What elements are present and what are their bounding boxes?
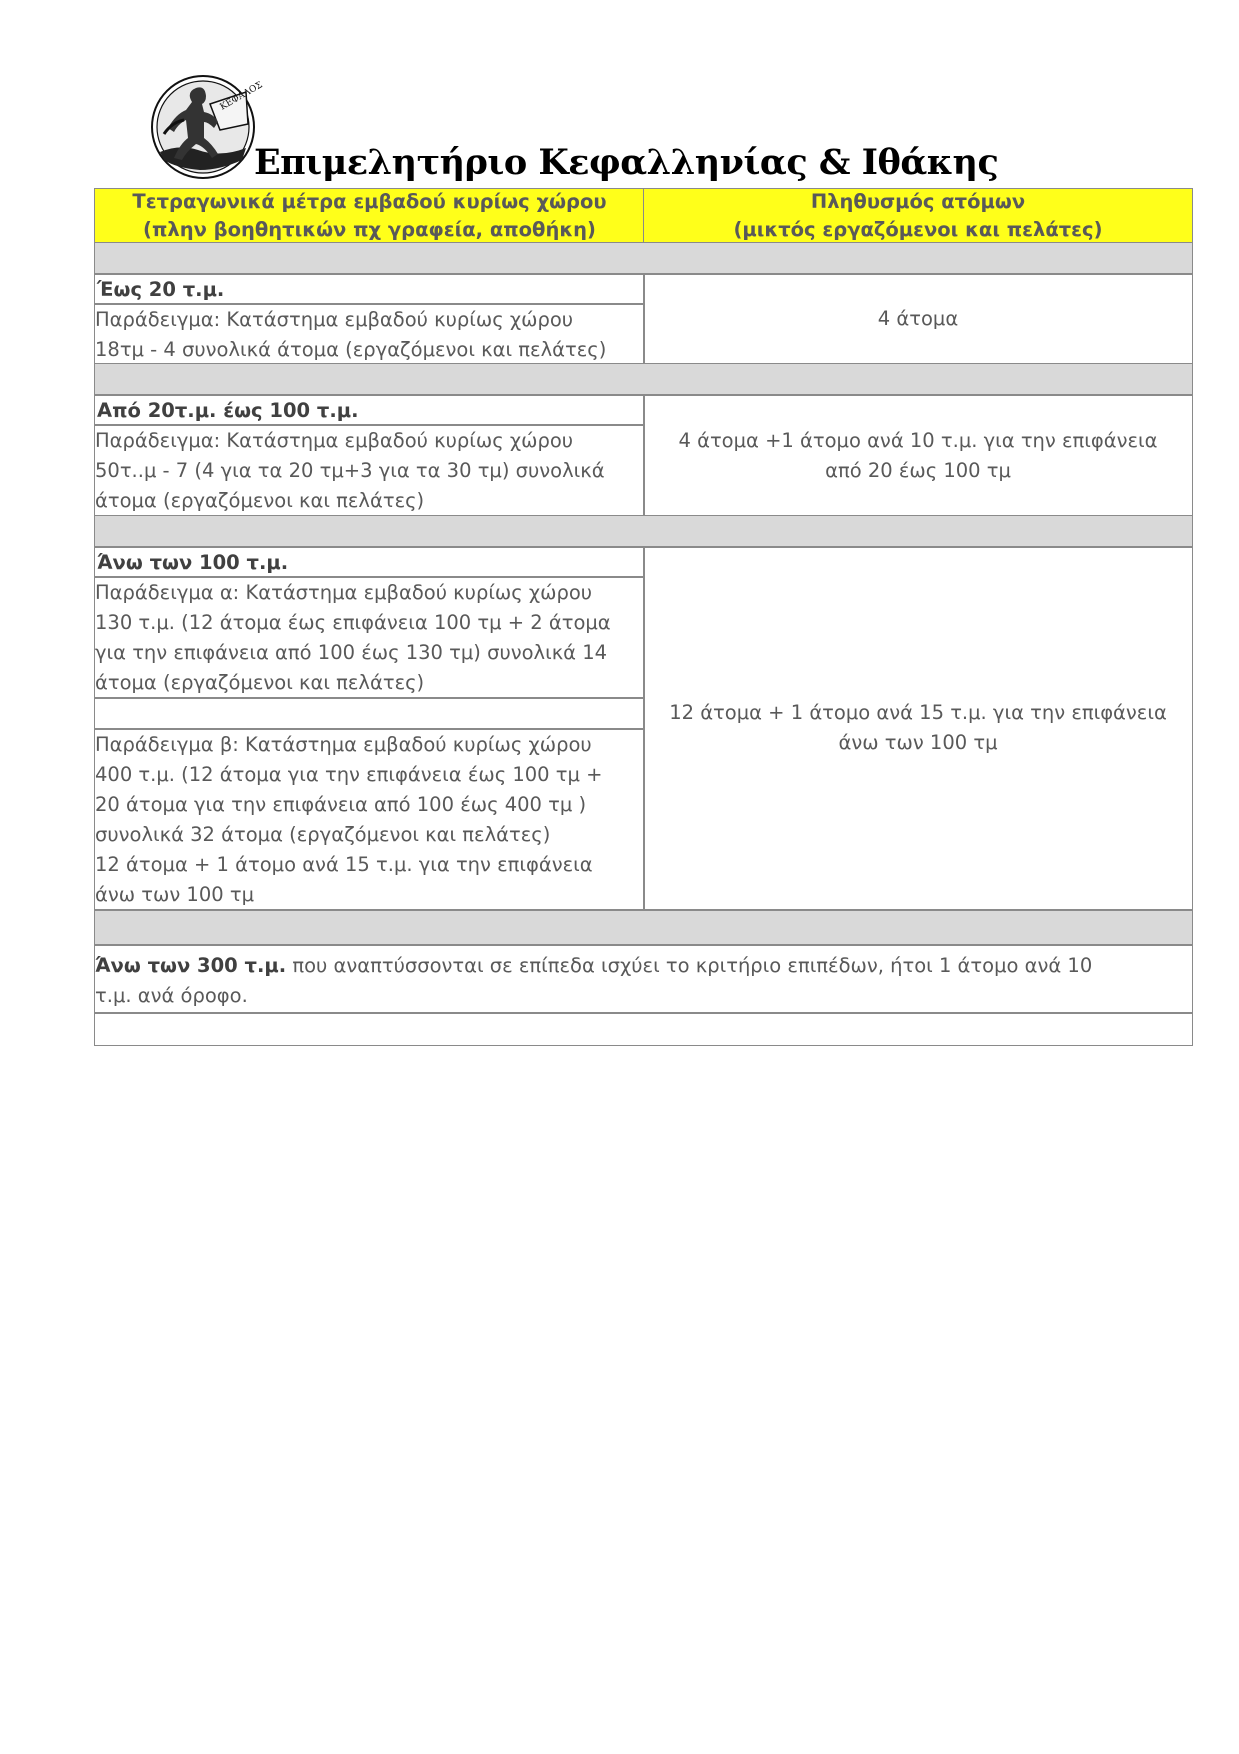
row2-example (94, 424, 645, 517)
example-line: άτομα (εργαζόμενοι και πελάτες) (95, 489, 425, 512)
row4-bold: Άνω των 300 τ.μ. (95, 954, 287, 977)
col1-header-line1: Τετραγωνικά μέτρα εμβαδού κυρίως χώρου (132, 190, 607, 213)
example-line: 50τ..μ - 7 (4 για τα 20 τμ+3 για τα 30 τμ) συνολικά (95, 459, 605, 482)
chamber-logo (150, 74, 265, 180)
example-line: άνω των 100 τμ (95, 883, 254, 906)
row1-label: Έως 20 τ.μ. (94, 273, 645, 305)
occupancy-table (94, 188, 1193, 1046)
row4-line2: τ.μ. ανά όροφο. (95, 984, 248, 1007)
row1-value (643, 273, 1193, 365)
row4-text (94, 944, 1193, 1014)
value-line: 12 άτομα + 1 άτομο ανά 15 τ.μ. για την επιφάνεια (669, 701, 1167, 724)
value-line: από 20 έως 100 τμ (825, 458, 1011, 482)
row3-value (643, 546, 1193, 910)
example-line: 130 τ.μ. (12 άτομα έως επιφάνεια 100 τμ + 2 άτομα (95, 611, 611, 634)
example-line: για την επιφάνεια από 100 έως 130 τμ) συνολικά 14 (95, 641, 608, 664)
example-line: Παράδειγμα β: Κατάστημα εμβαδού κυρίως χώρου (95, 733, 592, 756)
example-line: 20 άτομα για την επιφάνεια από 100 έως 400 τμ ) (95, 793, 587, 816)
separator-band (94, 363, 1193, 396)
example-line: 18τμ - 4 συνολικά άτομα (εργαζόμενοι και πελάτες) (95, 338, 607, 361)
example-line: 400 τ.μ. (12 άτομα για την επιφάνεια έως 100 τμ + (95, 763, 603, 786)
row3-empty-cell (94, 697, 645, 730)
value-line: 4 άτομα +1 άτομο ανά 10 τ.μ. για την επιφάνεια (678, 428, 1158, 452)
row1-example (94, 303, 645, 365)
separator-band (94, 910, 1193, 946)
svg-text:ΚΕΦΑΛΟΣ: ΚΕΦΑΛΟΣ (218, 80, 265, 113)
col2-header-line1: Πληθυσμός ατόμων (810, 190, 1026, 213)
separator-band (94, 515, 1193, 548)
row2-label: Από 20τ.μ. έως 100 τ.μ. (94, 394, 645, 426)
example-line: Παράδειγμα: Κατάστημα εμβαδού κυρίως χώρου (95, 429, 574, 452)
col1-header-line2: (πλην βοηθητικών πχ γραφεία, αποθήκη) (143, 218, 596, 241)
example-line: συνολικά 32 άτομα (εργαζόμενοι και πελάτες) (95, 823, 551, 846)
col1-header (94, 188, 645, 244)
row3-example-a (94, 576, 645, 699)
row3-label: Άνω των 100 τ.μ. (94, 546, 645, 578)
final-empty-row (94, 1012, 1193, 1046)
example-line: Παράδειγμα: Κατάστημα εμβαδού κυρίως χώρου (95, 308, 574, 331)
col2-header (643, 188, 1193, 244)
row2-value (643, 394, 1193, 517)
col2-header-line2: (μικτός εργαζόμενοι και πελάτες) (733, 218, 1103, 241)
separator-band (94, 242, 1193, 275)
value-line: άνω των 100 τμ (838, 731, 998, 754)
organization-title: Επιμελητήριο Κεφαλληνίας & Ιθάκης (254, 142, 999, 183)
row4-line1: που αναπτύσσονται σε επίπεδα ισχύει το κριτήριο επιπέδων, ήτοι 1 άτομο ανά 10 (286, 954, 1093, 977)
example-line: Παράδειγμα α: Κατάστημα εμβαδού κυρίως χώρου (95, 581, 593, 604)
example-line: 12 άτομα + 1 άτομο ανά 15 τ.μ. για την επιφάνεια (95, 853, 593, 876)
example-line: άτομα (εργαζόμενοι και πελάτες) (95, 671, 425, 694)
value-text: 4 άτομα (877, 307, 959, 330)
row3-example-b (94, 728, 645, 910)
